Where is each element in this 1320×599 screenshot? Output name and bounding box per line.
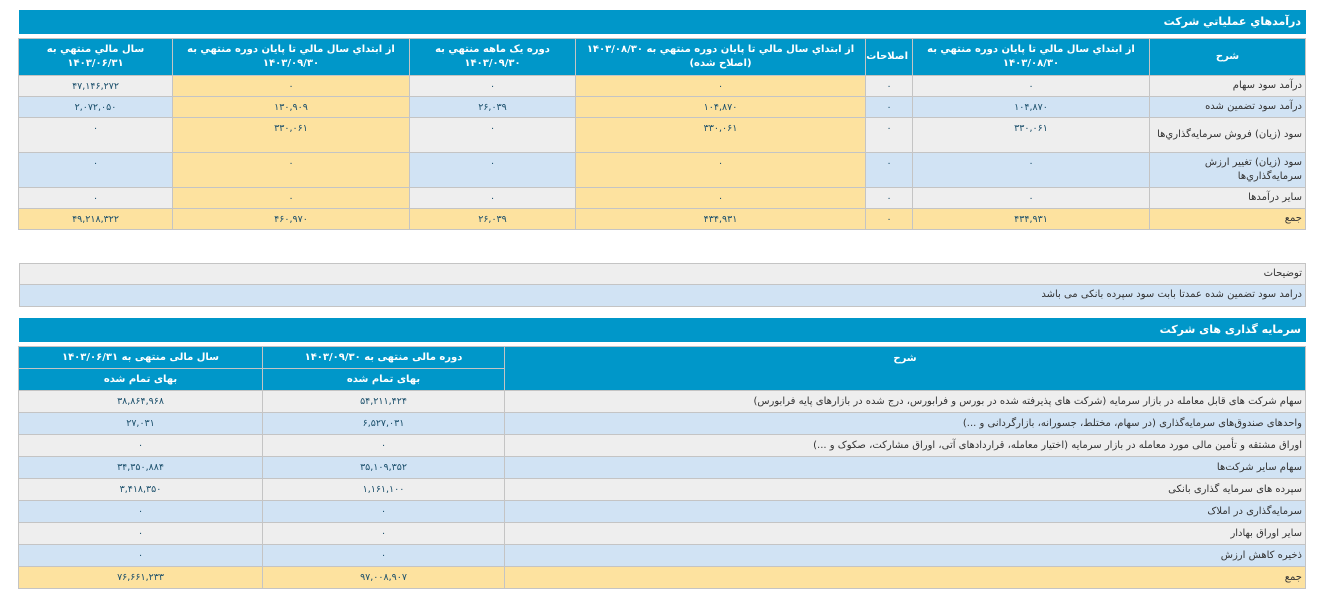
row-label: درآمد سود تضمين شده (1150, 97, 1306, 118)
cell-ytd-0830-adjusted: ۱۰۴,۸۷۰ (576, 97, 866, 118)
cell-adjustments: ۰ (866, 188, 913, 209)
cell-period: ۳۵,۱۰۹,۳۵۲ (263, 457, 505, 479)
investments-table (18, 346, 1306, 589)
row-label: درآمد سود سهام (1150, 76, 1306, 97)
cell-ytd-0930: ۴۶۰,۹۷۰ (173, 209, 410, 230)
table-row (19, 413, 1306, 435)
cell-fiscal-year: ۰ (19, 153, 173, 188)
cell-ytd-0830: ۴۳۴,۹۳۱ (913, 209, 1150, 230)
cell-ytd-0930: ۱۳۰,۹۰۹ (173, 97, 410, 118)
notes-section (19, 263, 1306, 307)
col-header-one-month-0930: دوره يک ماهه منتهي به ۱۴۰۳/۰۹/۳۰ (410, 39, 576, 76)
table-row (19, 523, 1306, 545)
row-label: سایر اوراق بهادار (505, 523, 1306, 545)
operating-income-table (18, 38, 1306, 230)
cell-ytd-0830-adjusted: ۰ (576, 76, 866, 97)
row-label: سهام شرکت های قابل معامله در بازار سرمایه (شرکت های پذیرفته شده در بورس و فرابورس، درج شده در بازارهای پایه فرابورس) (505, 391, 1306, 413)
cell-year: ۰ (19, 545, 263, 567)
cell-adjustments: ۰ (866, 97, 913, 118)
row-label: جمع (1150, 209, 1306, 230)
table-row (19, 545, 1306, 567)
row-label: سهام سایر شرکت‌ها (505, 457, 1306, 479)
cell-year: ۳۴,۳۵۰,۸۸۴ (19, 457, 263, 479)
table-header-row (19, 39, 1306, 76)
col-header-description: شرح (505, 347, 1306, 391)
cell-one-month: ۲۶,۰۳۹ (410, 97, 576, 118)
cell-ytd-0930: ۰ (173, 76, 410, 97)
cell-period: ۹۷,۰۰۸,۹۰۷ (263, 567, 505, 589)
cell-ytd-0830: ۰ (913, 76, 1150, 97)
row-label: واحدهای صندوق‌های سرمایه‌گذاری (در سهام، مختلط، جسورانه، بازارگردانی و ...) (505, 413, 1306, 435)
table-row (19, 479, 1306, 501)
table-row (19, 118, 1306, 153)
notes-header: توضيحات (19, 263, 1306, 285)
cell-year: ۷۶,۶۶۱,۲۳۳ (19, 567, 263, 589)
table-row (19, 501, 1306, 523)
cell-ytd-0930: ۰ (173, 153, 410, 188)
total-row (19, 209, 1306, 230)
table-row (19, 188, 1306, 209)
table-row (19, 391, 1306, 413)
col-header-period-0930: دوره مالی منتهی به ۱۴۰۳/۰۹/۳۰ (263, 347, 505, 369)
cell-year: ۰ (19, 435, 263, 457)
operating-income-section (19, 10, 1306, 230)
cell-ytd-0830-adjusted: ۴۳۴,۹۳۱ (576, 209, 866, 230)
cell-one-month: ۲۶,۰۳۹ (410, 209, 576, 230)
cell-one-month: ۰ (410, 188, 576, 209)
cell-ytd-0830-adjusted: ۰ (576, 188, 866, 209)
cell-year: ۲۷,۰۳۱ (19, 413, 263, 435)
cell-ytd-0830: ۱۰۴,۸۷۰ (913, 97, 1150, 118)
cell-ytd-0930: ۳۳۰,۰۶۱ (173, 118, 410, 153)
cell-one-month: ۰ (410, 118, 576, 153)
col-subheader-year-cost: بهای تمام شده (19, 369, 263, 391)
total-row (19, 567, 1306, 589)
row-label: سود (زيان) فروش سرمايه‌گذاري‌ها (1150, 118, 1306, 153)
row-label: ساير درآمدها (1150, 188, 1306, 209)
cell-year: ۳,۴۱۸,۳۵۰ (19, 479, 263, 501)
col-header-year-0631: سال مالی منتهی به ۱۴۰۳/۰۶/۳۱ (19, 347, 263, 369)
cell-fiscal-year: ۴۷,۱۴۶,۲۷۲ (19, 76, 173, 97)
col-header-description: شرح (1150, 39, 1306, 76)
cell-adjustments: ۰ (866, 118, 913, 153)
cell-one-month: ۰ (410, 76, 576, 97)
col-subheader-period-cost: بهای تمام شده (263, 369, 505, 391)
col-header-ytd-0830: از ابتداي سال مالي تا پايان دوره منتهي به ۱۴۰۳/۰۸/۳۰ (913, 39, 1150, 76)
row-label: سود (زيان) تغيير ارزش سرمايه‌گذاري‌ها (1150, 153, 1306, 188)
row-label: ذخیره کاهش ارزش (505, 545, 1306, 567)
investments-section (19, 318, 1306, 589)
cell-fiscal-year: ۰ (19, 188, 173, 209)
row-label: سرمایه‌گذاری در املاک (505, 501, 1306, 523)
cell-period: ۰ (263, 435, 505, 457)
col-header-fiscal-year-0631: سال مالي منتهي به ۱۴۰۳/۰۶/۳۱ (19, 39, 173, 76)
table-row (19, 435, 1306, 457)
cell-fiscal-year: ۲,۰۷۲,۰۵۰ (19, 97, 173, 118)
cell-ytd-0930: ۰ (173, 188, 410, 209)
table-row (19, 97, 1306, 118)
table-row (19, 153, 1306, 188)
investments-title: سرمایه گذاری های شرکت (19, 318, 1306, 342)
cell-period: ۵۴,۲۱۱,۴۲۴ (263, 391, 505, 413)
cell-ytd-0830-adjusted: ۰ (576, 153, 866, 188)
notes-text: درامد سود تضمین شده عمدتا بابت سود سپرده بانکی می باشد (19, 285, 1306, 307)
cell-fiscal-year: ۰ (19, 118, 173, 153)
cell-period: ۰ (263, 523, 505, 545)
operating-income-title: درآمدهاي عملياتي شركت (19, 10, 1306, 34)
cell-year: ۳۸,۸۶۴,۹۶۸ (19, 391, 263, 413)
table-header-row (19, 347, 1306, 369)
cell-ytd-0830: ۳۳۰,۰۶۱ (913, 118, 1150, 153)
cell-period: ۰ (263, 545, 505, 567)
cell-ytd-0830-adjusted: ۳۳۰,۰۶۱ (576, 118, 866, 153)
table-row (19, 457, 1306, 479)
cell-one-month: ۰ (410, 153, 576, 188)
cell-ytd-0830: ۰ (913, 153, 1150, 188)
cell-year: ۰ (19, 501, 263, 523)
cell-year: ۰ (19, 523, 263, 545)
cell-adjustments: ۰ (866, 76, 913, 97)
cell-fiscal-year: ۴۹,۲۱۸,۳۲۲ (19, 209, 173, 230)
col-header-adjustments: اصلاحات (866, 39, 913, 76)
row-label: اوراق مشتقه و تأمین مالی مورد معامله در بازار سرمایه (اختیار معامله، قراردادهای آتی، اوراق مشارکت، صکوک و ...) (505, 435, 1306, 457)
cell-ytd-0830: ۰ (913, 188, 1150, 209)
row-label: جمع (505, 567, 1306, 589)
cell-period: ۱,۱۶۱,۱۰۰ (263, 479, 505, 501)
col-header-ytd-0930: از ابتداي سال مالي تا پايان دوره منتهي به ۱۴۰۳/۰۹/۳۰ (173, 39, 410, 76)
row-label: سپرده های سرمایه گذاری بانکی (505, 479, 1306, 501)
cell-period: ۰ (263, 501, 505, 523)
table-row (19, 76, 1306, 97)
cell-adjustments: ۰ (866, 153, 913, 188)
cell-adjustments: ۰ (866, 209, 913, 230)
col-header-ytd-0830-adjusted: از ابتداي سال مالي تا پايان دوره منتهي به ۱۴۰۳/۰۸/۳۰ (اصلاح شده) (576, 39, 866, 76)
cell-period: ۶,۵۲۷,۰۳۱ (263, 413, 505, 435)
